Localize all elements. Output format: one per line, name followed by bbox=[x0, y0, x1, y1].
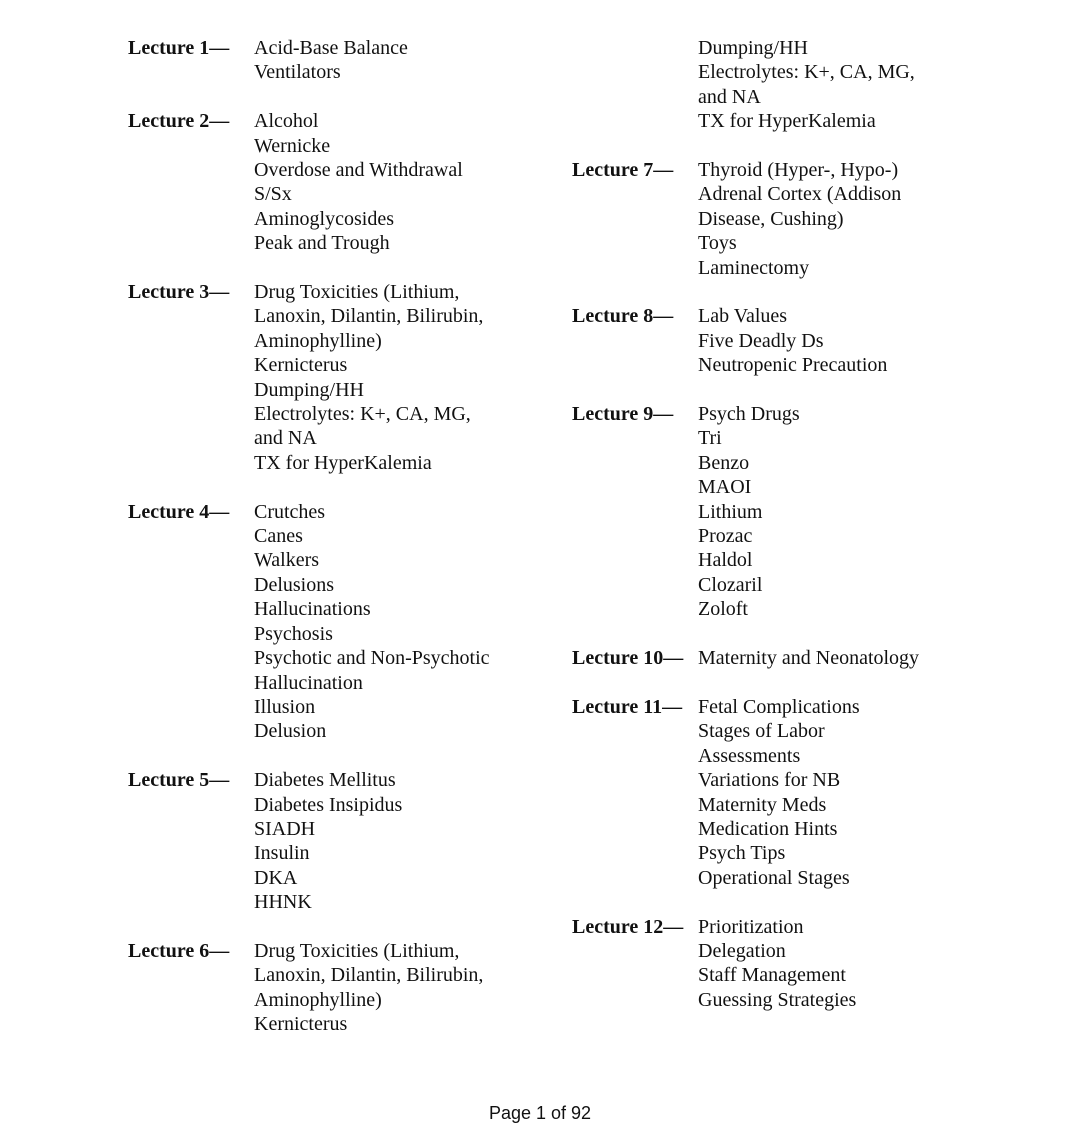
topic-item: Delusion bbox=[254, 720, 327, 743]
topic-item: Maternity Meds bbox=[698, 793, 827, 816]
topic-list bbox=[698, 36, 915, 134]
topic-item: Five Deadly Ds bbox=[698, 329, 824, 352]
lecture-label: Lecture 11— bbox=[572, 695, 683, 718]
topic-list bbox=[698, 158, 901, 280]
lecture-label: Lecture 2— bbox=[128, 110, 230, 133]
lecture-label: Lecture 8— bbox=[572, 305, 674, 328]
topic-item: S/Sx bbox=[254, 183, 292, 206]
topic-item: Tri bbox=[698, 427, 722, 450]
topic-item: Hallucination bbox=[254, 671, 363, 694]
topic-item: Walkers bbox=[254, 549, 320, 572]
topic-item: and NA bbox=[698, 85, 761, 108]
topic-item: Adrenal Cortex (Addison bbox=[698, 183, 902, 206]
topic-item: Drug Toxicities (Lithium, bbox=[254, 281, 460, 304]
left-column bbox=[128, 36, 558, 1061]
topic-item: Kernicterus bbox=[254, 1013, 348, 1036]
topic-list bbox=[698, 304, 887, 377]
topic-item: TX for HyperKalemia bbox=[698, 110, 876, 133]
topic-item: Toys bbox=[698, 232, 737, 255]
lecture-block bbox=[128, 768, 558, 914]
topic-item: SIADH bbox=[254, 817, 316, 840]
lecture-label: Lecture 10— bbox=[572, 647, 684, 670]
topic-item: Lanoxin, Dilantin, Bilirubin, bbox=[254, 305, 484, 328]
topic-item: Prozac bbox=[698, 525, 753, 548]
topic-list bbox=[254, 109, 463, 255]
topic-item: Lab Values bbox=[698, 305, 788, 328]
topic-item: Zoloft bbox=[698, 598, 748, 621]
topic-item: Dumping/HH bbox=[698, 37, 808, 59]
topic-list bbox=[698, 695, 860, 890]
lecture-block bbox=[572, 158, 1012, 280]
topic-list bbox=[254, 939, 483, 1037]
topic-item: Aminophylline) bbox=[254, 988, 382, 1011]
topic-item: and NA bbox=[254, 427, 317, 450]
topic-item: Canes bbox=[254, 525, 303, 548]
lecture-block bbox=[128, 36, 558, 85]
page-number: Page 1 of 92 bbox=[488, 1103, 592, 1123]
topic-item: Psychosis bbox=[254, 622, 333, 645]
topic-item: DKA bbox=[254, 866, 298, 889]
topic-item: TX for HyperKalemia bbox=[254, 451, 432, 474]
topic-item: Drug Toxicities (Lithium, bbox=[254, 939, 460, 962]
topic-item: Stages of Labor bbox=[698, 720, 825, 743]
topic-list bbox=[254, 500, 490, 744]
lecture-label: Lecture 4— bbox=[128, 500, 230, 523]
topic-list bbox=[698, 646, 919, 670]
topic-item: Maternity and Neonatology bbox=[698, 647, 920, 670]
topic-item: Operational Stages bbox=[698, 866, 850, 889]
topic-item: Acid-Base Balance bbox=[254, 37, 408, 59]
topic-list bbox=[254, 36, 408, 85]
topic-item: Medication Hints bbox=[698, 817, 838, 840]
topic-item: MAOI bbox=[698, 476, 752, 499]
topic-item: Delegation bbox=[698, 939, 786, 962]
topic-item: Thyroid (Hyper-, Hypo-) bbox=[698, 159, 899, 182]
lecture-block bbox=[572, 36, 1012, 134]
lecture-block bbox=[572, 915, 1012, 1013]
topic-item: Laminectomy bbox=[698, 256, 810, 279]
lecture-block bbox=[572, 695, 1012, 890]
right-column bbox=[572, 36, 1012, 1037]
topic-item: Psych Tips bbox=[698, 842, 786, 865]
topic-item: Dumping/HH bbox=[254, 378, 364, 401]
topic-list bbox=[254, 768, 402, 914]
topic-item: Alcohol bbox=[254, 110, 319, 133]
topic-item: Disease, Cushing) bbox=[698, 207, 844, 230]
topic-item: Diabetes Insipidus bbox=[254, 793, 403, 816]
topic-item: Psychotic and Non-Psychotic bbox=[254, 647, 490, 670]
topic-item: Crutches bbox=[254, 500, 326, 523]
topic-item: Lanoxin, Dilantin, Bilirubin, bbox=[254, 964, 484, 987]
lecture-label: Lecture 5— bbox=[128, 769, 230, 792]
topic-item: HHNK bbox=[254, 891, 312, 914]
lecture-block bbox=[128, 500, 558, 744]
topic-item: Delusions bbox=[254, 573, 334, 596]
topic-item: Psych Drugs bbox=[698, 403, 800, 426]
topic-item: Assessments bbox=[698, 744, 801, 767]
lecture-label: Lecture 3— bbox=[128, 281, 230, 304]
topic-item: Electrolytes: K+, CA, MG, bbox=[698, 61, 915, 84]
topic-item: Lithium bbox=[698, 500, 763, 523]
topic-item: Illusion bbox=[254, 695, 316, 718]
lecture-block bbox=[128, 280, 558, 475]
topic-item: Hallucinations bbox=[254, 598, 371, 621]
topic-item: Fetal Complications bbox=[698, 695, 860, 718]
topic-item: Diabetes Mellitus bbox=[254, 769, 396, 792]
lecture-label: Lecture 9— bbox=[572, 403, 674, 426]
topic-item: Kernicterus bbox=[254, 354, 348, 377]
lecture-block bbox=[128, 109, 558, 255]
topic-item: Benzo bbox=[698, 451, 750, 474]
topic-item: Ventilators bbox=[254, 61, 341, 84]
topic-item: Electrolytes: K+, CA, MG, bbox=[254, 403, 471, 426]
topic-item: Aminophylline) bbox=[254, 329, 382, 352]
topic-item: Staff Management bbox=[698, 964, 846, 987]
topic-item: Haldol bbox=[698, 549, 753, 572]
lecture-label: Lecture 7— bbox=[572, 159, 674, 182]
lecture-label: Lecture 6— bbox=[128, 939, 230, 962]
lecture-block bbox=[572, 304, 1012, 377]
topic-item: Neutropenic Precaution bbox=[698, 354, 888, 377]
topic-list bbox=[698, 915, 856, 1013]
lecture-block bbox=[128, 939, 558, 1037]
topic-item: Insulin bbox=[254, 842, 310, 865]
lecture-block bbox=[572, 402, 1012, 622]
lecture-label: Lecture 12— bbox=[572, 915, 684, 938]
topic-item: Clozaril bbox=[698, 573, 763, 596]
topic-list bbox=[254, 280, 483, 475]
lecture-label bbox=[572, 36, 698, 134]
topic-item: Aminoglycosides bbox=[254, 207, 394, 230]
topic-item: Wernicke bbox=[254, 134, 331, 157]
lecture-block bbox=[572, 646, 1012, 670]
topic-item: Guessing Strategies bbox=[698, 988, 857, 1011]
topic-list bbox=[698, 402, 800, 622]
topic-item: Variations for NB bbox=[698, 769, 841, 792]
topic-item: Peak and Trough bbox=[254, 232, 390, 255]
topic-item: Overdose and Withdrawal bbox=[254, 159, 463, 182]
topic-item: Prioritization bbox=[698, 915, 804, 938]
lecture-label: Lecture 1— bbox=[128, 37, 230, 59]
